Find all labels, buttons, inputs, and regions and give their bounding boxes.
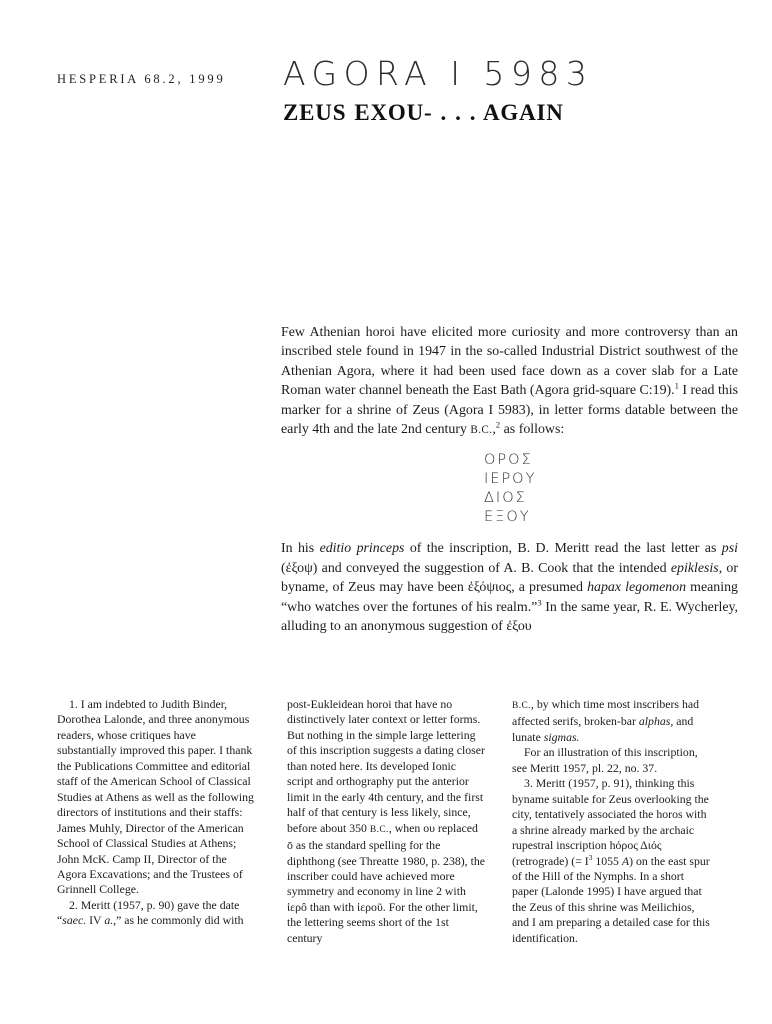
footnote-2-start: 2. Meritt (1957, p. 90) gave the date “saec. IV a.,” as he commonly did with xyxy=(57,897,244,928)
footnote-2-illustration-note: For an illustration of this inscription, see Meritt 1957, pl. 22, no. 37. xyxy=(512,745,698,775)
inscription-line-4: ΕΞΟΥ xyxy=(484,509,531,526)
journal-header: HESPERIA 68.2, 1999 xyxy=(57,72,226,86)
body-paragraph-1: Few Athenian horoi have elicited more curiosity and more controversy than an inscribed stele found in 1947 in the so-called Industrial District southwest of the Athenian Agora, where it had been used face down as a cover slab for a Late Roman water channel beneath the East Bath (Agora grid-square C:19).$^1$ I read this marker for a shrine of Zeus (Agora I 5983), in letter forms datable between the early 4th and the late 2nd century B.C.,$^2$ as follows: xyxy=(281,325,739,438)
footnote-column-2 xyxy=(287,697,485,946)
article-subtitle: ZEUS EXOU- . . . AGAIN xyxy=(283,100,564,125)
inscription-block xyxy=(484,451,738,527)
footnote-column-1 xyxy=(57,697,255,929)
main-text-column xyxy=(281,323,738,636)
inscription-line-1: ΟΡΟΣ xyxy=(484,452,533,469)
footnote-2-end: B.C., by which time most inscribers had affected serifs, broken-bar alphas, and lunate sigmas. xyxy=(512,697,699,744)
footnote-2-continued: post-Eukleidean horoi that have no distinctively later context or letter forms. But nothing in the simple large lettering of this inscription suggests a dating closer than noted here. Its developed Ionic script and orthography put the anterior limit in the early 4th century, and the first half of that century is less likely, since, before about 350 B.C., when ου replaced ō as the standard spelling for the diphthong (see Threatte 1980, p. 238), the inscriber could have achieved more symmetry and economy in line 2 with ἱερô than with ἱεροῦ. For the other limit, the lettering seems short of the 1st century xyxy=(287,697,485,945)
footnote-1: 1. I am indebted to Judith Binder, Dorothea Lalonde, and three anonymous readers, whose critiques have substantially improved this paper. I thank the Publications Committee and editorial staff of the American School of Classical Studies at Athens as well as the following directors of institutions and their staffs: James Muhly, Director of the American School of Classical Studies at Athens; John McK. Camp II, Director of the Agora Excavations; and the Trustees of Grinnell College. xyxy=(57,697,254,897)
inscription-line-3: ΔΙΟΣ xyxy=(484,490,527,507)
footnote-3: 3. Meritt (1957, p. 91), thinking this byname suitable for Zeus overlooking the city, tentatively associated the horos with a shrine already marked by the archaic rupestral inscription hόρος Διός (retrograde) (= $I^3$ 1055 A) on the east spur of the Hill of the Nymphs. In a short paper (Lalonde 1995) I have argued that the Zeus of this shrine was Meilichios, and I am preparing a detailed case for this identification. xyxy=(512,776,710,945)
footnote-column-3 xyxy=(512,697,713,946)
article-title: AGORA I 5983 xyxy=(283,54,594,93)
inscription-line-2: ΙΕΡΟΥ xyxy=(484,471,537,488)
body-paragraph-2: In his editio princeps of the inscription, B. D. Meritt read the last letter as psi (ἐξοψ) and conveyed the suggestion of A. B. Cook that the intended epiklesis, or byname, of Zeus may have been ἐξόψιος, a presumed hapax legomenon meaning “who watches over the fortunes of his realm.”$^3$ In the same year, R. E. Wycherley, alluding to an anonymous suggestion of ἐξου xyxy=(281,541,738,635)
